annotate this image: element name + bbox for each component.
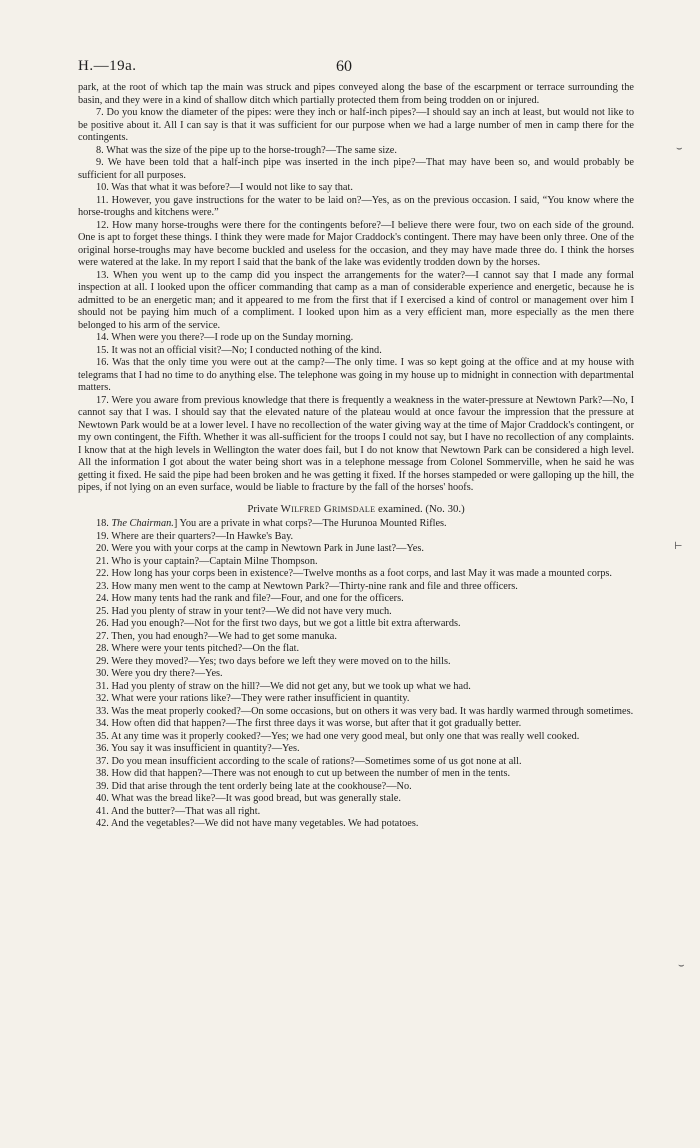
- speaker-label: The Chairman.: [111, 518, 174, 529]
- question-text: ] You are a private in what corps?—The Hurunoa Mounted Rifles.: [173, 518, 447, 529]
- question-number: 18.: [96, 518, 109, 529]
- testimony-paragraph: 29. Were they moved?—Yes; two days before we left they were moved on to the hills.: [96, 655, 451, 667]
- testimony-paragraph: park, at the root of which tap the main was struck and pipes conveyed along the base of the escarpment or terrace surrounding the basin, and they were in a kind of shallow ditch which partially protected them from being trodden on or injured.: [78, 82, 634, 106]
- witness-name: Wilfred Grimsdale: [280, 502, 376, 515]
- testimony-paragraph: 10. Was that what it was before?—I would not like to say that.: [96, 182, 353, 193]
- witness-heading: [78, 503, 634, 516]
- testimony-paragraph: 25. Had you plenty of straw in your tent?—We did not have very much.: [96, 605, 392, 617]
- testimony-paragraph: 32. What were your rations like?—They were rather insufficient in quantity.: [96, 693, 410, 704]
- testimony-paragraph: 33. Was the meat properly cooked?—On some occasions, but on others it was very bad. It was hardly warmed through sometimes.: [96, 705, 634, 717]
- testimony-paragraph: 31. Had you plenty of straw on the hill?—We did not get any, but we took up what we had.: [96, 680, 471, 692]
- testimony-paragraph: 15. It was not an official visit?—No; I conducted nothing of the kind.: [96, 344, 382, 356]
- testimony-paragraph: 42. And the vegetables?—We did not have many vegetables. We had potatoes.: [96, 818, 419, 829]
- margin-mark: ⌣: [676, 143, 683, 154]
- testimony-paragraph: 8. What was the size of the pipe up to the horse-trough?—The same size.: [96, 144, 397, 156]
- testimony-paragraph: 39. Did that arise through the tent orderly being late at the cookhouse?—No.: [96, 780, 412, 792]
- testimony-paragraph: 16. Was that the only time you were out at the camp?—The only time. I was so kept going at the office and at my house with telegrams that I had no time to do anything else. The telephone was going in my house up to midnight in connection with departmental matters.: [78, 357, 634, 393]
- witness-rank: Private: [247, 502, 278, 515]
- testimony-paragraph: 7. Do you know the diameter of the pipes: were they inch or half-inch pipes?—I should say an inch at least, but would not like to be positive about it. All I can say is that it was sufficient for our purpose when we had a large number of men in camp there for the contingents.: [78, 107, 634, 143]
- question-18: [78, 518, 634, 531]
- testimony-paragraph: 11. However, you gave instructions for the water to be laid on?—Yes, as on the previous occasion. I said, “You know where the horse-troughs and kitchens were.”: [78, 194, 634, 218]
- witness-heading-suffix: examined. (No. 30.): [378, 502, 465, 515]
- page-header: [78, 58, 634, 82]
- testimony-body: [78, 82, 634, 831]
- testimony-paragraph: 21. Who is your captain?—Captain Milne Thompson.: [96, 555, 318, 567]
- testimony-paragraph: 22. How long has your corps been in existence?—Twelve months as a foot corps, and last May it was made a mounted corps.: [96, 568, 613, 579]
- testimony-paragraph: 40. What was the bread like?—It was good bread, but was generally stale.: [96, 793, 401, 804]
- testimony-paragraph: 35. At any time was it properly cooked?—Yes; we had one very good meal, but only one that was really well cooked.: [96, 730, 580, 742]
- margin-mark: ⊢: [674, 541, 683, 552]
- page-number: 60: [336, 58, 352, 75]
- testimony-paragraph: 17. Were you aware from previous knowledge that there is frequently a weakness in the water-pressure at Newtown Park?—No, I cannot say that I was. I should say that the elevated nature of the plateau would at once favour the impression that the pressure at Newtown Park would be at a lower level. I have no recollection of the water giving way at the time of Major Craddock's contingent, or my own contingent, the Fifth. Whether it was all-sufficient for the troops I could not say, but I have no recollection of any complaints. I know that at the high levels in Wellington the water does fail, but I do not know that Newtown Park can be considered a high level. All the information I got about the water being short was in a telephone message from Colonel Sommerville, when he said he was getting it fixed. He said the pipe had been broken and he was getting it fixed. If the horses stampeded or were galloping up the hill, the pipes, if not lying on an even surface, would be liable to fracture by the fall of the horses' hoofs.: [78, 394, 635, 493]
- document-reference: H.—19a.: [78, 58, 137, 74]
- testimony-paragraph: 19. Where are their quarters?—In Hawke's Bay.: [96, 530, 294, 542]
- testimony-paragraph: 41. And the butter?—That was all right.: [96, 805, 261, 817]
- testimony-paragraph: 38. How did that happen?—There was not enough to cut up between the number of men in the tents.: [96, 768, 511, 779]
- document-page: [78, 58, 634, 831]
- testimony-paragraph: 14. When were you there?—I rode up on the Sunday morning.: [96, 332, 354, 343]
- testimony-paragraph: 12. How many horse-troughs were there for the contingents before?—I believe there were four, two on each side of the ground. One is apt to forget these things. I think they were made for Major Craddock's contingent. There may have been only three. One of the original horse-troughs may have become buckled and useless for the occasion, and they may have made three do. I think the horses were watered at the lake. In my report I said that the bank of the lake was evidently trodden down by the horses.: [78, 219, 634, 268]
- testimony-paragraph: 28. Where were your tents pitched?—On the flat.: [96, 643, 300, 654]
- testimony-paragraph: 20. Were you with your corps at the camp in Newtown Park in June last?—Yes.: [96, 543, 424, 554]
- testimony-paragraph: 36. You say it was insufficient in quantity?—Yes.: [96, 743, 300, 754]
- margin-mark: ⌣: [678, 960, 685, 971]
- testimony-block-top: [78, 82, 634, 495]
- testimony-block-bottom: [78, 531, 634, 831]
- testimony-paragraph: 27. Then, you had enough?—We had to get some manuka.: [96, 630, 337, 642]
- testimony-paragraph: 24. How many tents had the rank and file?—Four, and one for the officers.: [96, 593, 404, 604]
- testimony-paragraph: 9. We have been told that a half-inch pipe was inserted in the inch pipe?—That may have been so, and would probably be sufficient for all purposes.: [78, 157, 634, 181]
- testimony-paragraph: 13. When you went up to the camp did you inspect the arrangements for the water?—I cannot say that I made any formal inspection at all. I looked upon the officer commanding that camp as a man of considerable experience and energetic, because he is admitted to be an energetic man; and it appeared to me from the first that if I exercised a kind of control or management over him I should not be paying him much of a compliment. I looked upon him as a very efficient man, more especially as the men there belonged to his arm of the service.: [78, 269, 634, 331]
- testimony-paragraph: 30. Were you dry there?—Yes.: [96, 668, 223, 679]
- testimony-paragraph: 26. Had you enough?—Not for the first two days, but we got a little bit extra afterwards.: [96, 618, 461, 629]
- testimony-paragraph: 34. How often did that happen?—The first three days it was worse, but after that it got gradually better.: [96, 718, 522, 729]
- testimony-paragraph: 37. Do you mean insufficient according to the scale of rations?—Sometimes some of us got none at all.: [96, 755, 522, 767]
- testimony-paragraph: 23. How many men went to the camp at Newtown Park?—Thirty-nine rank and file and three officers.: [96, 580, 518, 592]
